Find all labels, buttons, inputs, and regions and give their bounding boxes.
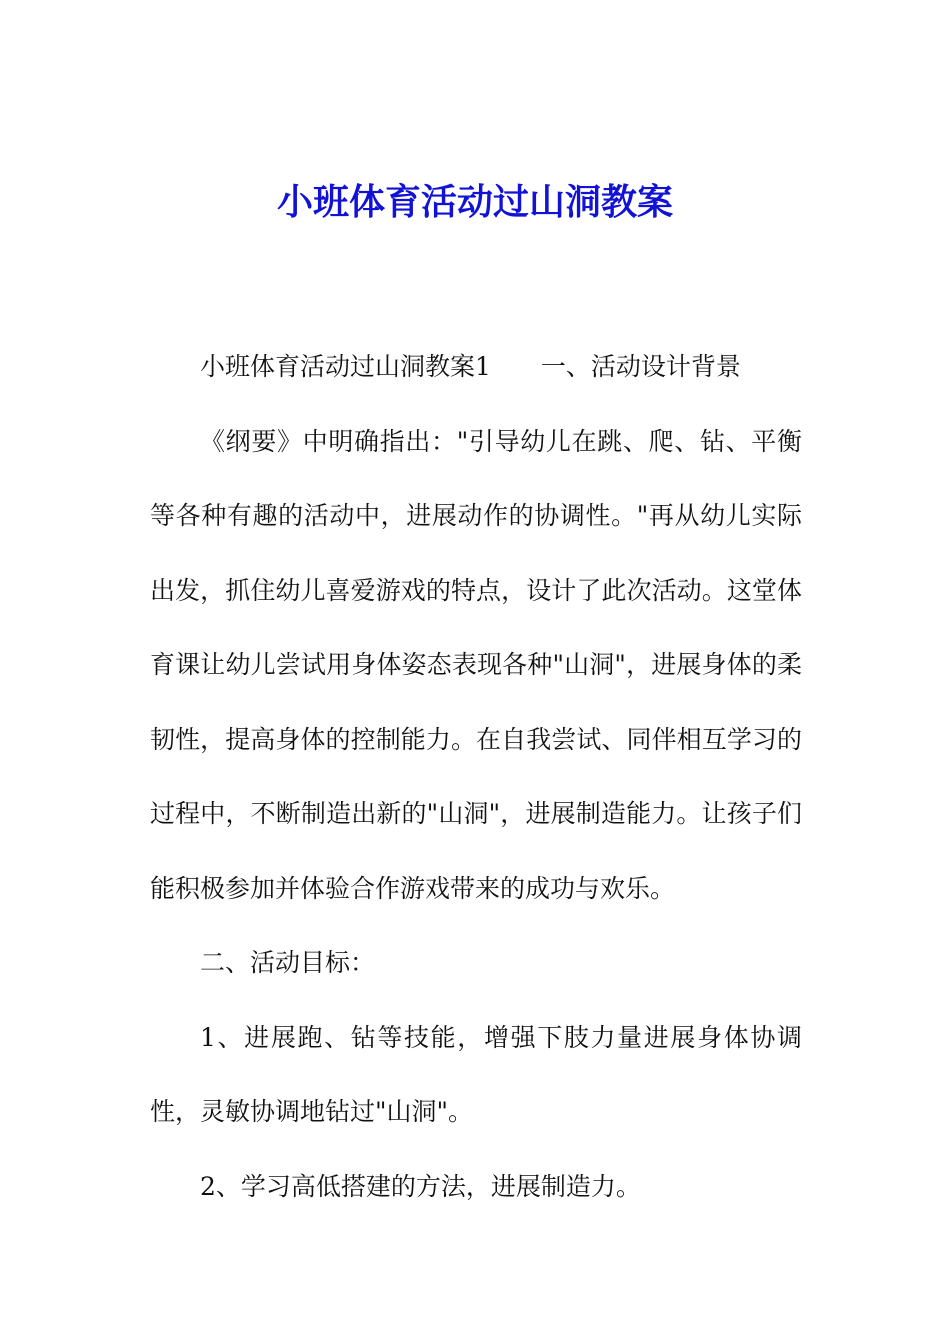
document-title: 小班体育活动过山洞教案 [276,181,673,223]
document-body [150,330,802,1224]
paragraph-goal-1: 1、进展跑、钻等技能，增强下肢力量进展身体协调性，灵敏协调地钻过"山洞"。 [150,1022,802,1126]
paragraph-background: 《纲要》中明确指出："引导幼儿在跳、爬、钻、平衡等各种有趣的活动中，进展动作的协调性。"再从幼儿实际出发，抓住幼儿喜爱游戏的特点，设计了此次活动。这堂体育课让幼儿尝试用身体姿态表现各种"山洞"，进展身体的柔韧性，提高身体的控制能力。在自我尝试、同伴相互学习的过程中，不断制造出新的"山洞"，进展制造能力。让孩子们能积极参加并体验合作游戏带来的成功与欢乐。 [150,426,802,903]
paragraph-intro-heading: 小班体育活动过山洞教案1 一、活动设计背景 [200,352,741,381]
paragraph-goal-2: 2、学习高低搭建的方法，进展制造力。 [200,1171,641,1201]
paragraph-goals-heading: 二、活动目标： [200,948,376,977]
